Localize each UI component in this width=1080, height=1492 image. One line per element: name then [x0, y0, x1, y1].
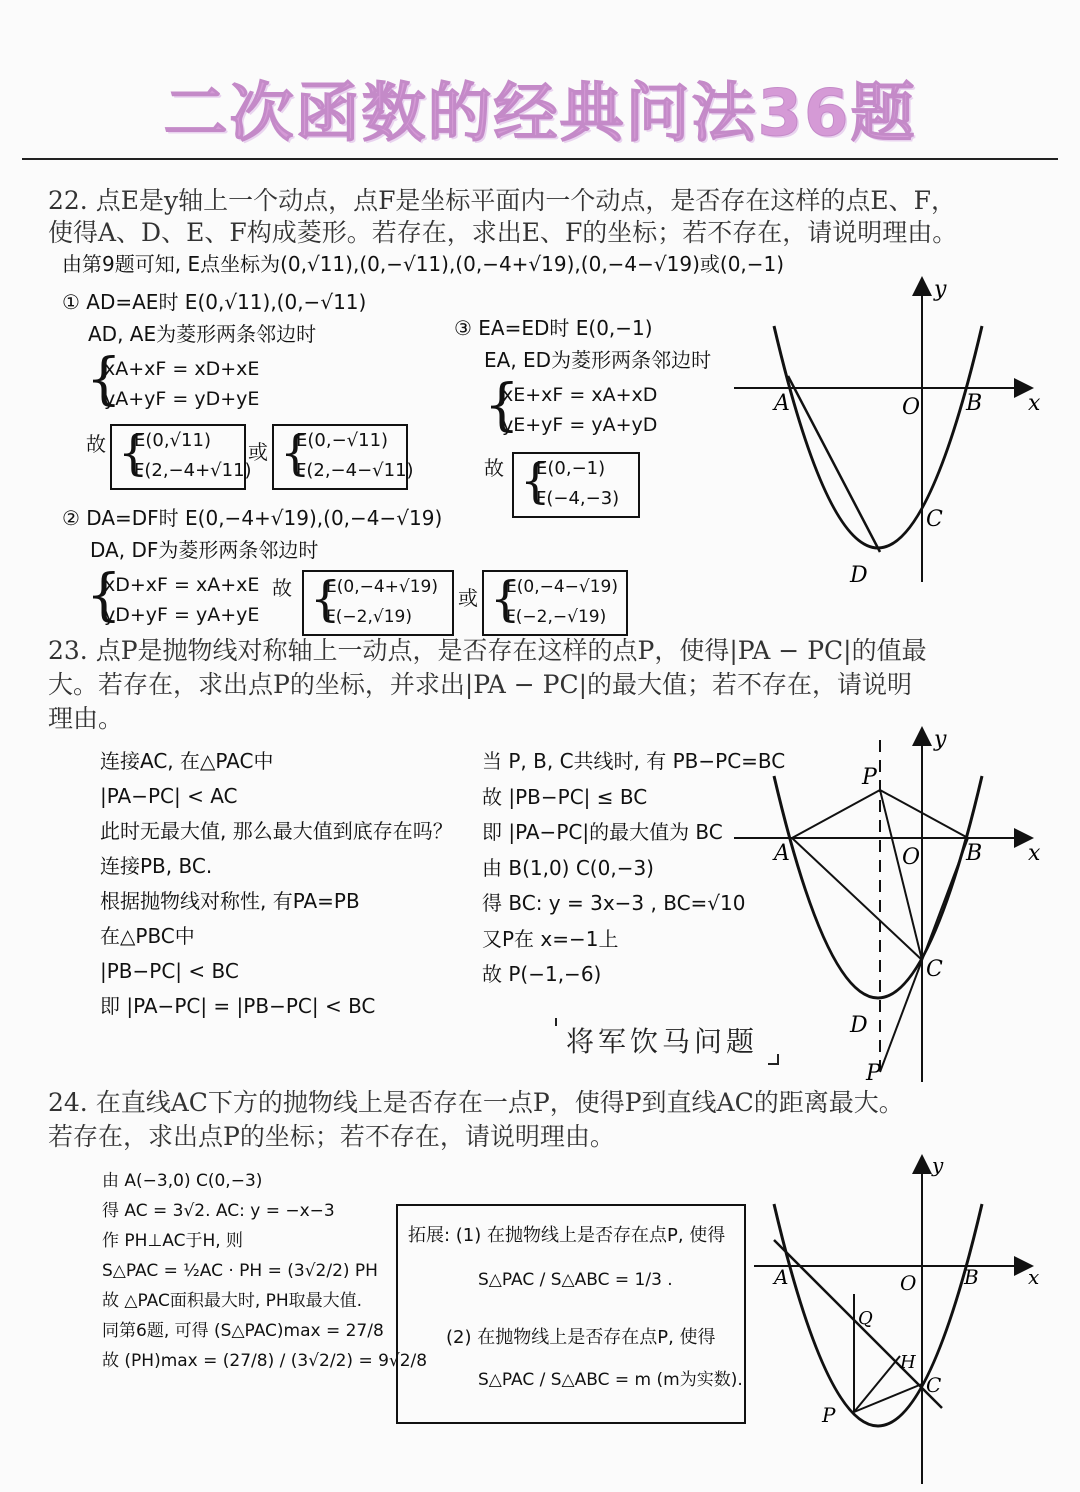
q24-question-line1: 24. 在直线AC下方的抛物线上是否存在一点P，使得P到直线AC的距离最大。 [48, 1088, 904, 1117]
q23-left-line: |PB−PC| < BC [100, 959, 239, 983]
q24-work [102, 1166, 427, 1376]
q22-case1-subtitle: AD, AE为菱形两条邻边时 [88, 322, 317, 346]
q22-case2-brace: { [86, 563, 122, 628]
q24-work-line: 作 PH⊥AC于H, 则 [102, 1231, 244, 1251]
label-x: x [1028, 841, 1041, 866]
q22-case1-answer-box2: E(0,−√11) F(2,−4−√11) { [272, 424, 408, 490]
q24-work-line: 同第6题, 可得 (S△PAC)max = 27/8 [102, 1321, 384, 1341]
q22-case1-title: ① AD=AE时 E(0,√11),(0,−√11) [62, 290, 367, 314]
q22-case1-or: 或 [248, 440, 268, 464]
q23-left-line: 此时无最大值, 那么最大值到底存在吗？ [100, 819, 453, 843]
q22-case1-ans2-f: F(2,−4−√11) [296, 460, 414, 481]
label-B: B [966, 391, 983, 416]
q22-case3-ans-e: E(0,−1) [536, 458, 606, 479]
q22-case2-subtitle: DA, DF为菱形两条邻边时 [90, 538, 319, 562]
label-P-bottom: P [866, 1061, 881, 1086]
q23-right-line: 又P在 x=−1上 [482, 926, 619, 951]
label-A: A [774, 841, 790, 866]
label-P: P [822, 1403, 836, 1427]
label-Q: Q [858, 1308, 873, 1329]
q23-left-line: 即 |PA−PC| = |PB−PC| < BC [100, 994, 376, 1018]
q22-case3-eq1: xE+xF = xA+xD [502, 384, 658, 406]
q22-case3-eq2: yE+yF = yA+yD [502, 414, 658, 436]
q23-right-line: 故 P(−1,−6) [482, 962, 602, 986]
q22-case3-ans-f: F(−4,−3) [536, 488, 620, 509]
label-y: y [932, 1153, 944, 1177]
label-y: y [934, 277, 947, 302]
q23-graph [730, 720, 1060, 1090]
q24-ext2-fraction: S△PAC / S△ABC = m (m为实数). [478, 1370, 743, 1390]
q24-question-line2: 若存在，求出点P的坐标；若不存在，请说明理由。 [48, 1122, 615, 1151]
q23-right-line: 得 BC: y = 3x−3 , BC=√10 [482, 891, 746, 915]
q24-work-line: S△PAC = ½AC · PH = (3√2/2) PH [102, 1261, 378, 1281]
segment-PA [792, 790, 880, 838]
q23-left-line: 在△PBC中 [100, 924, 195, 948]
q23-left-line: 根据抛物线对称性, 有PA=PB [100, 889, 360, 913]
q22-question-line1: 22. 点E是y轴上一个动点，点F是坐标平面内一个动点，是否存在这样的点E、F， [48, 186, 957, 215]
q22-case1-brace: { [86, 347, 122, 412]
q22-case2-or: 或 [458, 586, 478, 610]
q24-ext1-fraction: S△PAC / S△ABC = 1/3 . [478, 1270, 673, 1290]
q23-question-line2: 大。若存在，求出点P的坐标，并求出|PA − PC|的最大值；若不存在，请说明 [48, 670, 913, 699]
q22-case1-so: 故 [86, 432, 106, 456]
line-BC-extended [880, 838, 968, 1072]
q24-graph [750, 1148, 1060, 1488]
label-C: C [926, 507, 943, 532]
q22-case1-ans2-e: E(0,−√11) [296, 430, 389, 451]
label-x: x [1028, 1265, 1040, 1289]
q23-right-line: 当 P, B, C共线时, 有 PB−PC=BC [482, 749, 786, 773]
q22-case1-ans1-f: F(2,−4+√11) [134, 460, 252, 481]
label-y: y [934, 727, 947, 752]
label-B: B [964, 1265, 979, 1289]
q22-case3-subtitle: EA, ED为菱形两条邻边时 [484, 348, 712, 372]
q22-case2-title: ② DA=DF时 E(0,−4+√19),(0,−4−√19) [62, 506, 443, 530]
q22-case2-eq1: xD+xF = xA+xE [104, 574, 260, 596]
q24-work-line: 得 AC = 3√2. AC: y = −x−3 [102, 1201, 335, 1221]
label-P-top: P [862, 765, 877, 790]
q22-case1-eq2: yA+yF = yD+yE [104, 388, 260, 410]
q22-case3-brace: { [484, 373, 520, 438]
label-A: A [774, 1265, 789, 1289]
q22-case3-system [502, 380, 657, 440]
segment-PB [880, 790, 968, 838]
q22-question-line2: 使得A、D、E、F构成菱形。若存在，求出E、F的坐标；若不存在，请说明理由。 [48, 218, 958, 247]
q23-tag: 将军饮马问题 [566, 1025, 759, 1058]
q24-ext1: 拓展: (1) 在抛物线上是否存在点P, 使得 [408, 1225, 726, 1246]
q22-case2-so: 故 [272, 576, 292, 600]
q23-left-work [100, 744, 453, 1024]
q22-case3-answer-box: E(0,−1) F(−4,−3) { [512, 452, 640, 518]
q23-right-line: 即 |PA−PC|的最大值为 BC [482, 820, 723, 844]
parabola [774, 1204, 982, 1426]
q23-left-line: 连接AC, 在△PAC中 [100, 749, 274, 773]
q24-work-line: 故 △PAC面积最大时, PH取最大值. [102, 1291, 363, 1311]
q23-question-line3: 理由。 [48, 704, 124, 733]
parabola [774, 326, 982, 548]
label-C: C [926, 1373, 942, 1397]
label-D: D [850, 1013, 868, 1038]
q23-left-line: |PA−PC| < AC [100, 784, 238, 808]
q22-case1-answer-box1: E(0,√11) F(2,−4+√11) { [110, 424, 246, 490]
label-H: H [900, 1352, 916, 1373]
q22-graph [730, 270, 1060, 590]
label-C: C [926, 957, 943, 982]
segment-PC [854, 1384, 922, 1412]
q24-ext2: (2) 在抛物线上是否存在点P, 使得 [446, 1327, 716, 1348]
q22-case3-so: 故 [484, 456, 504, 480]
q22-case2-ans2-e: E(0,−4−√19) [506, 577, 618, 597]
q22-case2-answer-box1: E(0,−4+√19) F(−2,√19) { [302, 570, 454, 636]
q22-case1-system [104, 354, 259, 414]
q22-case1-ans1-e: E(0,√11) [134, 430, 211, 451]
segment-AD [788, 376, 880, 552]
q22-case2-ans1-e: E(0,−4+√19) [326, 577, 438, 597]
label-O: O [902, 845, 921, 870]
parabola [774, 776, 982, 998]
label-x: x [1028, 391, 1041, 416]
label-O: O [900, 1271, 917, 1295]
q22-case2-eq2: yD+yF = yA+yE [104, 604, 260, 626]
q23-left-line: 连接PB, BC. [100, 854, 213, 878]
q23-question-line1: 23. 点P是抛物线对称轴上一动点，是否存在这样的点P，使得|PA − PC|的值最 [48, 636, 927, 665]
q23-right-line: 由 B(1,0) C(0,−3) [482, 855, 654, 880]
q22-case3-title: ③ EA=ED时 E(0,−1) [454, 316, 653, 340]
label-A: A [774, 391, 790, 416]
q23-right-line: 故 |PB−PC| ≤ BC [482, 784, 648, 809]
q22-case1-eq1: xA+xF = xD+xE [104, 358, 260, 380]
page-title: 二次函数的经典问法36题 [163, 77, 917, 151]
segment-PC [880, 790, 922, 960]
q22-case2-ans2-f: F(−2,−√19) [506, 607, 607, 627]
q24-work-line: 由 A(−3,0) C(0,−3) [102, 1171, 263, 1191]
q24-work-line: 故 (PH)max = (27/8) / (3√2/2) = 9√2/8 [102, 1351, 428, 1371]
q22-note: 由第9题可知, E点坐标为(0,√11),(0,−√11),(0,−4+√19),(0,−4−√19)或(0,−1) [62, 252, 785, 276]
q24-extension-box [396, 1204, 746, 1424]
label-D: D [850, 563, 868, 588]
q22-case2-system [104, 570, 259, 630]
label-O: O [902, 395, 921, 420]
q22-case2-answer-box2: E(0,−4−√19) F(−2,−√19) { [482, 570, 628, 636]
label-B: B [966, 841, 983, 866]
title-divider [22, 158, 1058, 160]
q22-case2-ans1-f: F(−2,√19) [326, 607, 412, 627]
